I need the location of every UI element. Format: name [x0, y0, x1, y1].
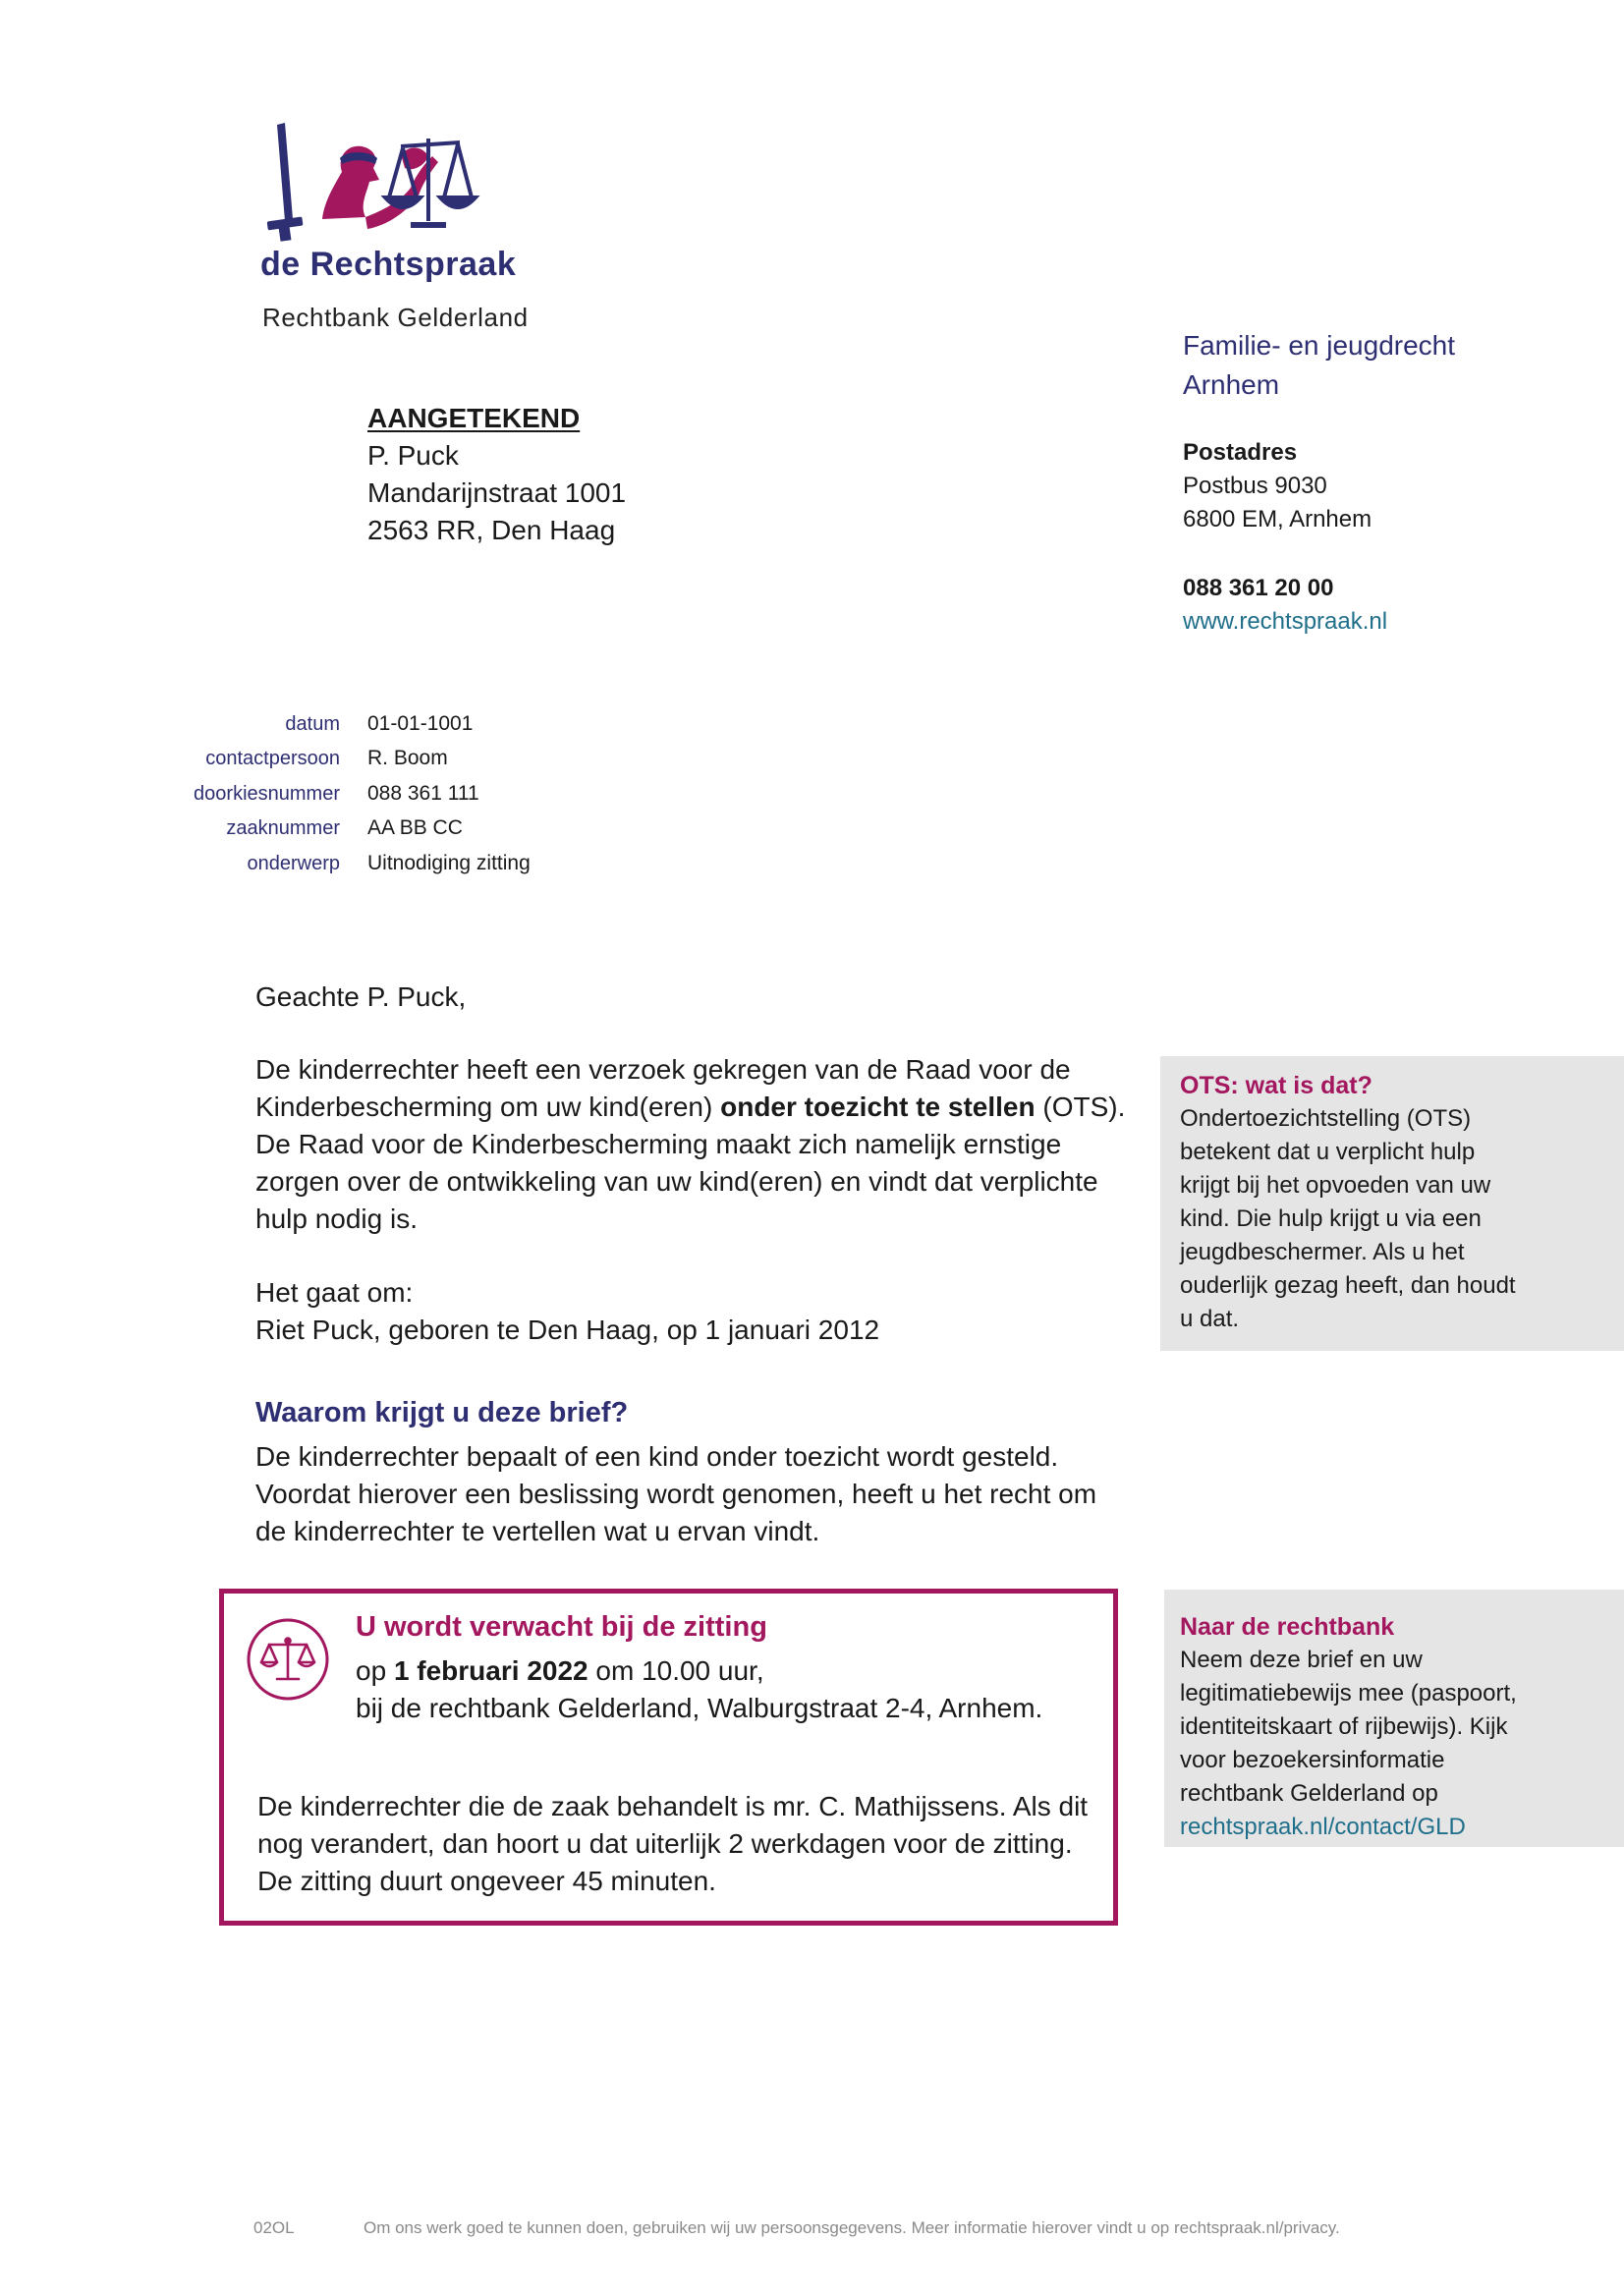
concerns-label: Het gaat om:	[255, 1277, 414, 1308]
hearing-date-emphasis: 1 februari 2022	[393, 1655, 588, 1686]
text-line: rechtbank Gelderland op	[1180, 1780, 1438, 1807]
footer-code: 02OL	[253, 2218, 295, 2237]
text-line: zorgen over de ontwikkeling van uw kind(eren) en vindt dat verplichte	[255, 1166, 1098, 1197]
court-info-title: Naar de rechtbank	[1180, 1613, 1395, 1641]
department-line: Familie- en jeugdrecht	[1183, 330, 1456, 361]
salutation: Geachte P. Puck,	[255, 981, 467, 1012]
paragraph-request	[255, 1051, 1125, 1238]
department	[1183, 326, 1455, 405]
text-line: Voordat hierover een beslissing wordt genomen, heeft u het recht om	[255, 1479, 1097, 1509]
text-line: voor bezoekersinformatie	[1180, 1747, 1445, 1773]
text-line: hulp nodig is.	[255, 1203, 419, 1234]
text-line	[255, 1089, 1125, 1126]
justice-figure-icon	[322, 146, 438, 229]
section-heading-why: Waarom krijgt u deze brief?	[255, 1397, 629, 1428]
text-line: De zitting duurt ongeveer 45 minuten.	[257, 1866, 716, 1896]
court-phone: 088 361 20 00	[1183, 575, 1334, 601]
meta-value-case-number: AA BB CC	[367, 816, 463, 839]
text-line: u dat.	[1180, 1306, 1240, 1332]
department-city: Arnhem	[1183, 369, 1280, 400]
text-line: betekent dat u verplicht hulp	[1180, 1139, 1476, 1165]
text-line: legitimatiebewijs mee (paspoort,	[1180, 1680, 1517, 1707]
meta-label-contact: contactpersoon	[205, 748, 340, 769]
meta-label-subject: onderwerp	[247, 853, 340, 874]
scales-icon	[246, 1617, 330, 1702]
hearing-title: U wordt verwacht bij de zitting	[356, 1611, 767, 1643]
text-line: krijgt bij het opvoeden van uw	[1180, 1172, 1491, 1199]
hearing-judge-info	[257, 1788, 1102, 1900]
text-span: Kinderbescherming om uw kind(eren)	[255, 1092, 721, 1122]
meta-value-date: 01-01-1001	[367, 712, 474, 735]
text-line: nog verandert, dan hoort u dat uiterlijk 2 werkdagen voor de zitting.	[257, 1828, 1073, 1859]
court-info-text	[1180, 1644, 1517, 1844]
paragraph-child	[255, 1274, 879, 1349]
text-span: (OTS).	[1035, 1092, 1126, 1122]
ots-info-text	[1180, 1102, 1516, 1336]
hearing-date	[356, 1655, 764, 1687]
postal-line-2: 6800 EM, Arnhem	[1183, 506, 1372, 532]
recipient-city: 2563 RR, Den Haag	[367, 515, 616, 545]
meta-label-direct-phone: doorkiesnummer	[194, 783, 340, 805]
postal-label: Postadres	[1183, 439, 1298, 466]
meta-label-case-number: zaaknummer	[226, 817, 340, 839]
text-line: Ondertoezichtstelling (OTS)	[1180, 1105, 1472, 1132]
registered-label: AANGETEKEND	[367, 403, 581, 433]
meta-value-subject: Uitnodiging zitting	[367, 852, 531, 874]
brand-name: de Rechtspraak	[260, 246, 517, 283]
text-line: De kinderrechter bepaalt of een kind onder toezicht wordt gesteld.	[255, 1441, 1059, 1472]
text-line: kind. Die hulp krijgt u via een	[1180, 1205, 1482, 1232]
text-span: op	[356, 1655, 394, 1686]
ots-info-title: OTS: wat is dat?	[1180, 1072, 1372, 1099]
paragraph-why	[255, 1438, 1096, 1550]
child-details: Riet Puck, geboren te Den Haag, op 1 januari 2012	[255, 1315, 880, 1345]
recipient-street: Mandarijnstraat 1001	[367, 477, 627, 508]
text-line: identiteitskaart of rijbewijs). Kijk	[1180, 1713, 1508, 1740]
meta-label-date: datum	[285, 713, 340, 735]
text-line: De kinderrechter die de zaak behandelt is mr. C. Mathijssens. Als dit	[257, 1791, 1089, 1821]
recipient-name: P. Puck	[367, 440, 459, 471]
court-contact-link[interactable]: rechtspraak.nl/contact/GLD	[1180, 1814, 1466, 1840]
footer-privacy-note: Om ons werk goed te kunnen doen, gebruiken wij uw persoonsgegevens. Meer informatie hierover vindt u op rechtspraak.nl/privacy.	[364, 2218, 1340, 2237]
text-line: De Raad voor de Kinderbescherming maakt zich namelijk ernstige	[255, 1129, 1062, 1159]
text-line: Neem deze brief en uw	[1180, 1647, 1423, 1673]
sword-icon	[267, 123, 304, 242]
court-name: Rechtbank Gelderland	[262, 303, 529, 332]
text-line: De kinderrechter heeft een verzoek gekregen van de Raad voor de	[255, 1054, 1071, 1085]
text-line: jeugdbeschermer. Als u het	[1180, 1239, 1465, 1265]
text-span: om 10.00 uur,	[588, 1655, 764, 1686]
meta-value-direct-phone: 088 361 111	[367, 782, 479, 805]
text-line: ouderlijk gezag heeft, dan houdt	[1180, 1272, 1516, 1299]
rechtspraak-logo	[263, 103, 558, 251]
hearing-location: bij de rechtbank Gelderland, Walburgstraat 2-4, Arnhem.	[356, 1693, 1043, 1723]
website-link[interactable]: www.rechtspraak.nl	[1183, 608, 1388, 635]
text-line: de kinderrechter te vertellen wat u ervan vindt.	[255, 1516, 820, 1546]
ots-emphasis: onder toezicht te stellen	[720, 1092, 1036, 1122]
meta-value-contact: R. Boom	[367, 747, 448, 769]
postal-line-1: Postbus 9030	[1183, 473, 1327, 499]
